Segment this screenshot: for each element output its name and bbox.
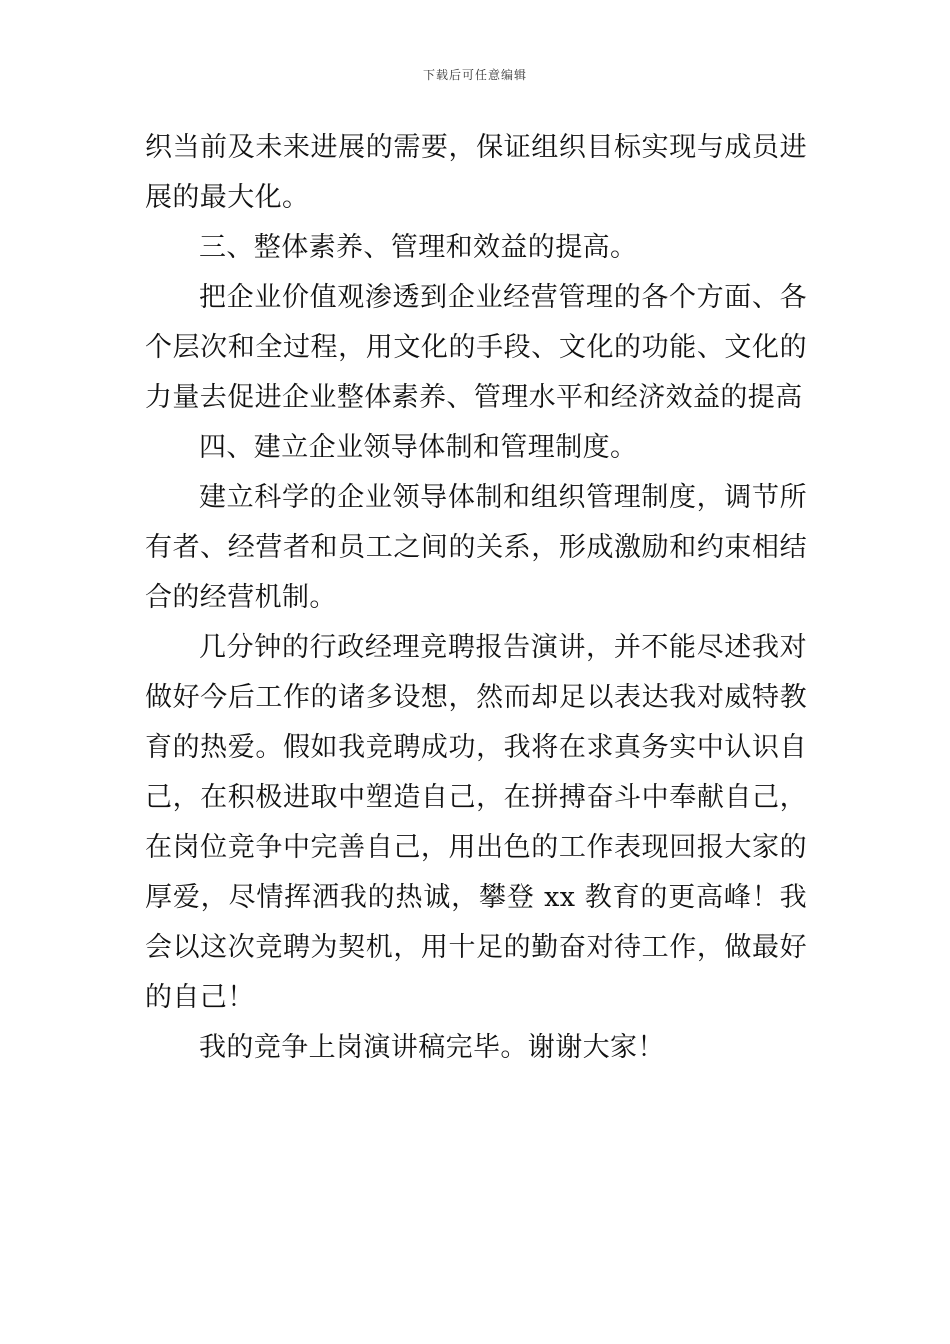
page-header-note: 下载后可任意编辑 bbox=[422, 68, 527, 82]
paragraph-closing-speech: 几分钟的行政经理竞聘报告演讲，并不能尽述我对做好今后工作的诸多设想，然而却足以表达我对威特教育的热爱。假如我竞聘成功，我将在求真务实中认识自己，在积极进取中塑造自己，在拼搏奋斗中奉献自己，在岗位竞争中完善自己，用出色的工作表现回报大家的厚爱，尽情挥洒我的热诚，攀登 xx 教育的更高峰！我会以这次竞聘为契机，用十足的勤奋对待工作，做最好的自己！ bbox=[145, 632, 807, 1013]
section-heading-4: 四、建立企业领导体制和管理制度。 bbox=[199, 432, 638, 463]
paragraph-thanks: 我的竞争上岗演讲稿完毕。谢谢大家！ bbox=[199, 1032, 665, 1063]
paragraph-section-4: 建立科学的企业领导体制和组织管理制度，调节所有者、经营者和员工之间的关系，形成激励和约束相结合的经营机制。 bbox=[145, 482, 807, 613]
paragraph-section-3: 把企业价值观渗透到企业经营管理的各个方面、各个层次和全过程，用文化的手段、文化的功能、文化的力量去促进企业整体素养、管理水平和经济效益的提高 bbox=[145, 282, 807, 413]
section-heading-3: 三、整体素养、管理和效益的提高。 bbox=[199, 232, 638, 263]
paragraph-continuation: 织当前及未来进展的需要，保证组织目标实现与成员进展的最大化。 bbox=[145, 132, 807, 213]
document-body bbox=[145, 123, 807, 1073]
